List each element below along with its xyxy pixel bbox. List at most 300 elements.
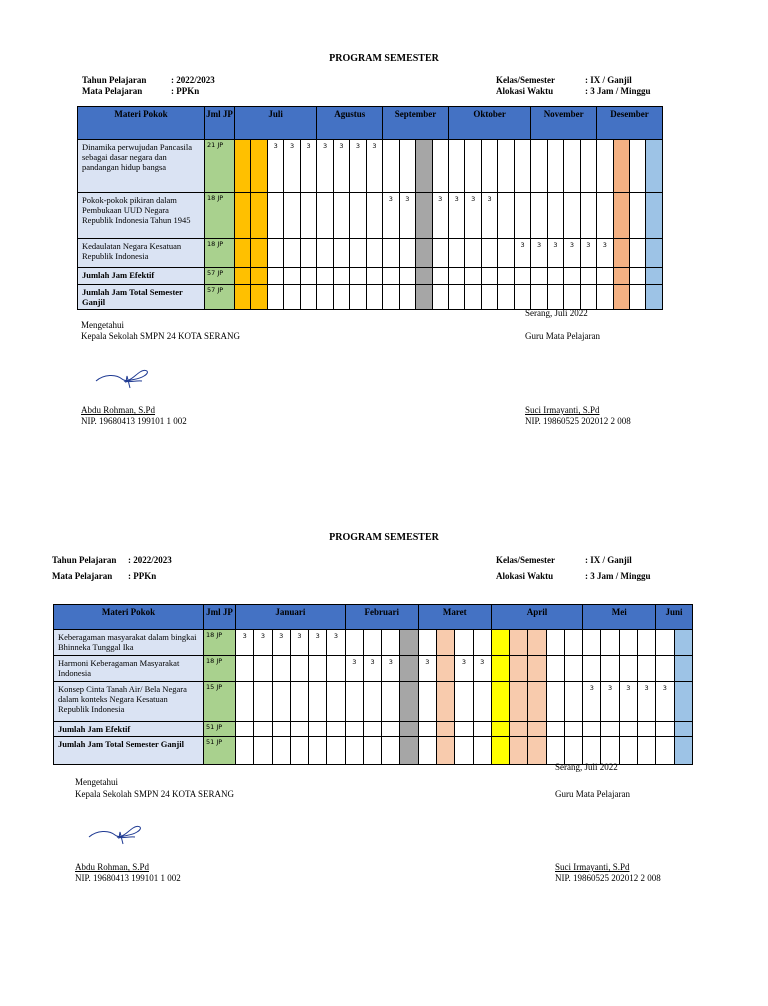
week-cell [656,737,674,765]
week-cell: 3 [432,193,448,239]
week-cell [630,268,646,285]
kepala-nip: NIP. 19680413 199101 1 002 [81,416,187,426]
week-cell [251,239,267,268]
week-cell [637,737,655,765]
week-cell [333,239,349,268]
week-cell [619,656,637,682]
tahun-value: : 2022/2023 [171,75,215,85]
week-cell [656,722,674,737]
week-cell [382,630,400,656]
materi-cell: Keberagaman masyarakat dalam bingkai Bhinneka Tunggal Ika [54,630,204,656]
week-cell [547,268,563,285]
week-cell: 3 [580,239,596,268]
week-cell [601,630,619,656]
week-cell [309,737,327,765]
week-cell [613,285,629,310]
week-cell [619,630,637,656]
week-cell [547,285,563,310]
week-cell: 3 [514,239,531,268]
week-cell [481,285,497,310]
week-cell [491,656,509,682]
week-cell [363,737,381,765]
week-cell: 3 [481,193,497,239]
week-cell [284,268,300,285]
mengetahui-text: Mengetahui [75,777,118,787]
place-date: Serang, Juli 2022 [555,762,618,772]
week-cell [236,682,254,722]
header-month: Desember [597,107,663,140]
week-cell [514,193,531,239]
week-cell [531,268,547,285]
week-cell [366,193,382,239]
week-cell [345,630,363,656]
week-cell [630,193,646,239]
week-cell: 3 [418,656,436,682]
week-cell: 3 [333,140,349,193]
week-cell [267,193,283,239]
mapel-label: Mata Pelajaran [82,86,143,96]
week-cell [528,737,546,765]
kepala-signature [94,366,154,392]
week-cell [418,682,436,722]
week-cell [448,239,464,268]
week-cell [564,737,582,765]
semester-table-2 [53,604,693,765]
week-cell [251,285,267,310]
week-cell [637,630,655,656]
week-cell [580,285,596,310]
week-cell: 3 [465,193,481,239]
table-row [78,239,663,268]
header-month: November [531,107,597,140]
materi-cell: Konsep Cinta Tanah Air/ Bela Negara dalam konteks Negara Kesatuan Republik Indonesia [54,682,204,722]
week-cell: 3 [366,140,382,193]
kepala-signature [87,822,147,848]
jp-cell: 18 JP [204,630,236,656]
guru-nip: NIP. 19860525 202012 2 008 [525,416,631,426]
week-cell [399,140,415,193]
week-cell [350,193,366,239]
week-cell [491,737,509,765]
week-cell: 3 [382,656,400,682]
week-cell [498,285,514,310]
week-cell: 3 [619,682,637,722]
week-cell [399,239,415,268]
table-row [78,268,663,285]
week-cell [317,268,333,285]
jp-cell: 57 JP [205,268,235,285]
week-cell [455,722,473,737]
week-cell [564,656,582,682]
week-cell [383,285,399,310]
week-cell [656,656,674,682]
materi-cell: Kedaulatan Negara Kesatuan Republik Indonesia [78,239,205,268]
mengetahui-text: Mengetahui [81,320,124,330]
week-cell [583,737,601,765]
table-row [78,140,663,193]
week-cell [580,268,596,285]
guru-name: Suci Irmayanti, S.Pd [525,405,600,415]
week-cell [674,630,692,656]
week-cell: 3 [254,630,272,656]
materi-cell: Harmoni Keberagaman Masyarakat Indonesia [54,656,204,682]
header-month: Agustus [317,107,383,140]
week-cell [327,737,345,765]
week-cell [333,285,349,310]
week-cell [564,268,580,285]
week-cell [400,630,418,656]
week-cell: 3 [656,682,674,722]
week-cell [236,656,254,682]
week-cell [416,239,432,268]
week-cell [637,722,655,737]
week-cell [350,239,366,268]
week-cell [613,140,629,193]
week-cell [491,630,509,656]
week-cell [455,630,473,656]
week-cell [613,239,629,268]
week-cell [546,737,564,765]
week-cell [399,268,415,285]
week-cell [583,630,601,656]
week-cell [455,737,473,765]
week-cell [383,239,399,268]
kelas-label: Kelas/Semester [496,75,555,85]
week-cell [528,722,546,737]
week-cell [309,682,327,722]
week-cell [235,239,251,268]
week-cell [601,737,619,765]
week-cell [251,193,267,239]
week-cell [290,656,308,682]
week-cell [366,268,382,285]
table-row [54,722,693,737]
week-cell [597,285,613,310]
week-cell [510,722,528,737]
week-cell [309,656,327,682]
table-row [78,285,663,310]
header-jml-jp: Jml JP [204,605,236,630]
week-cell [528,630,546,656]
table-row [54,737,693,765]
week-cell: 3 [455,656,473,682]
week-cell: 3 [531,239,547,268]
week-cell [432,285,448,310]
table-row [54,682,693,722]
page-title-sem2: PROGRAM SEMESTER [329,532,439,543]
week-cell: 3 [236,630,254,656]
kepala-nip: NIP. 19680413 199101 1 002 [75,873,181,883]
week-cell: 3 [399,193,415,239]
week-cell [630,285,646,310]
week-cell [646,239,663,268]
week-cell [646,268,663,285]
week-cell: 3 [583,682,601,722]
week-cell [236,722,254,737]
guru-title: Guru Mata Pelajaran [525,331,600,341]
week-cell [473,630,491,656]
week-cell: 3 [637,682,655,722]
week-cell [317,193,333,239]
week-cell [437,722,455,737]
week-cell [619,722,637,737]
week-cell [473,737,491,765]
week-cell [528,682,546,722]
week-cell [235,140,251,193]
jp-cell: 51 JP [204,722,236,737]
jp-cell: 18 JP [204,656,236,682]
week-cell [514,285,531,310]
week-cell [473,722,491,737]
week-cell [327,656,345,682]
week-cell: 3 [597,239,613,268]
kepala-title: Kepala Sekolah SMPN 24 KOTA SERANG [75,789,235,799]
week-cell [547,193,563,239]
materi-cell: Dinamika perwujudan Pancasila sebagai dasar negara dan pandangan hidup bangsa [78,140,205,193]
week-cell [345,682,363,722]
week-cell [418,737,436,765]
week-cell [300,268,317,285]
tahun-label: Tahun Pelajaran [52,555,117,565]
week-cell [437,630,455,656]
week-cell [416,193,432,239]
week-cell [601,722,619,737]
week-cell [448,140,464,193]
week-cell [333,268,349,285]
week-cell: 3 [564,239,580,268]
jp-cell: 15 JP [204,682,236,722]
week-cell [510,630,528,656]
week-cell [350,268,366,285]
week-cell [613,193,629,239]
week-cell [309,722,327,737]
week-cell [674,737,692,765]
table-row [54,656,693,682]
week-cell [400,656,418,682]
week-cell [254,682,272,722]
week-cell [267,268,283,285]
week-cell [510,656,528,682]
week-cell [597,268,613,285]
week-cell [290,737,308,765]
week-cell [498,140,514,193]
week-cell [284,239,300,268]
week-cell [327,682,345,722]
week-cell [481,239,497,268]
week-cell [350,285,366,310]
jp-cell: 21 JP [205,140,235,193]
week-cell [236,737,254,765]
week-cell [481,268,497,285]
materi-cell: Jumlah Jam Efektif [78,268,205,285]
header-month: Januari [236,605,346,630]
header-month: Maret [418,605,491,630]
week-cell [437,682,455,722]
table-row [54,630,693,656]
week-cell [564,682,582,722]
week-cell [656,630,674,656]
kepala-title: Kepala Sekolah SMPN 24 KOTA SERANG [81,331,241,341]
week-cell [448,285,464,310]
mapel-value: : PPKn [128,571,157,581]
week-cell [630,239,646,268]
week-cell [491,722,509,737]
week-cell [646,140,663,193]
week-cell [528,656,546,682]
week-cell [267,285,283,310]
week-cell [473,682,491,722]
materi-cell: Pokok-pokok pikiran dalam Pembukaan UUD Negara Republik Indonesia Tahun 1945 [78,193,205,239]
header-month: Mei [583,605,656,630]
week-cell: 3 [300,140,317,193]
tahun-value: : 2022/2023 [128,555,172,565]
week-cell: 3 [272,630,290,656]
week-cell: 3 [290,630,308,656]
week-cell [363,722,381,737]
week-cell [400,737,418,765]
kepala-name: Abdu Rohman, S.Pd [81,405,156,415]
week-cell [272,682,290,722]
header-month: Juni [656,605,693,630]
week-cell [251,140,267,193]
week-cell [284,193,300,239]
week-cell [564,193,580,239]
tahun-label: Tahun Pelajaran [82,75,147,85]
materi-cell: Jumlah Jam Total Semester Ganjil [54,737,204,765]
week-cell [418,630,436,656]
week-cell [300,239,317,268]
header-jml-jp: Jml JP [205,107,235,140]
week-cell [432,239,448,268]
week-cell [416,140,432,193]
week-cell [583,722,601,737]
alokasi-value: : 3 Jam / Minggu [585,571,651,581]
week-cell [583,656,601,682]
week-cell: 3 [345,656,363,682]
week-cell [491,682,509,722]
guru-nip: NIP. 19860525 202012 2 008 [555,873,661,883]
week-cell [400,722,418,737]
week-cell [601,656,619,682]
week-cell: 3 [448,193,464,239]
week-cell [437,737,455,765]
week-cell [418,722,436,737]
jp-cell: 51 JP [204,737,236,765]
week-cell: 3 [350,140,366,193]
week-cell [498,193,514,239]
place-date: Serang, Juli 2022 [525,308,588,318]
kelas-value: : IX / Ganjil [585,75,632,85]
week-cell: 3 [383,193,399,239]
week-cell [432,140,448,193]
week-cell [465,239,481,268]
week-cell: 3 [309,630,327,656]
mapel-label: Mata Pelajaran [52,571,113,581]
week-cell [432,268,448,285]
week-cell [333,193,349,239]
week-cell [448,268,464,285]
week-cell [300,285,317,310]
week-cell [272,722,290,737]
week-cell [619,737,637,765]
week-cell [382,737,400,765]
week-cell [498,268,514,285]
week-cell [514,268,531,285]
week-cell [630,140,646,193]
week-cell [510,737,528,765]
week-cell [597,140,613,193]
alokasi-value: : 3 Jam / Minggu [585,86,651,96]
week-cell [235,285,251,310]
week-cell [465,140,481,193]
week-cell [597,193,613,239]
week-cell: 3 [327,630,345,656]
week-cell [546,722,564,737]
week-cell [382,682,400,722]
week-cell [437,656,455,682]
week-cell [580,140,596,193]
week-cell: 3 [267,140,283,193]
week-cell [235,268,251,285]
header-month: April [491,605,582,630]
week-cell [366,239,382,268]
week-cell [400,682,418,722]
week-cell [267,239,283,268]
week-cell [254,722,272,737]
header-month: Oktober [448,107,530,140]
week-cell [317,285,333,310]
week-cell: 3 [547,239,563,268]
week-cell [531,140,547,193]
week-cell [546,656,564,682]
week-cell [510,682,528,722]
week-cell [300,193,317,239]
week-cell [646,285,663,310]
week-cell [674,682,692,722]
week-cell [547,140,563,193]
week-cell [272,737,290,765]
week-cell: 3 [317,140,333,193]
kelas-label: Kelas/Semester [496,555,555,565]
week-cell [564,285,580,310]
jp-cell: 18 JP [205,193,235,239]
week-cell [637,656,655,682]
week-cell [546,630,564,656]
week-cell [290,682,308,722]
alokasi-label: Alokasi Waktu [496,571,554,581]
table-row [78,193,663,239]
header-materi-pokok: Materi Pokok [54,605,204,630]
week-cell [564,140,580,193]
week-cell [284,285,300,310]
week-cell [674,722,692,737]
week-cell: 3 [363,656,381,682]
week-cell [531,285,547,310]
week-cell [366,285,382,310]
week-cell [674,656,692,682]
mapel-value: : PPKn [171,86,200,96]
week-cell [254,737,272,765]
week-cell [465,285,481,310]
week-cell [317,239,333,268]
week-cell [383,268,399,285]
week-cell [345,722,363,737]
week-cell [498,239,514,268]
materi-cell: Jumlah Jam Efektif [54,722,204,737]
week-cell [251,268,267,285]
guru-name: Suci Irmayanti, S.Pd [555,862,630,872]
week-cell [345,737,363,765]
